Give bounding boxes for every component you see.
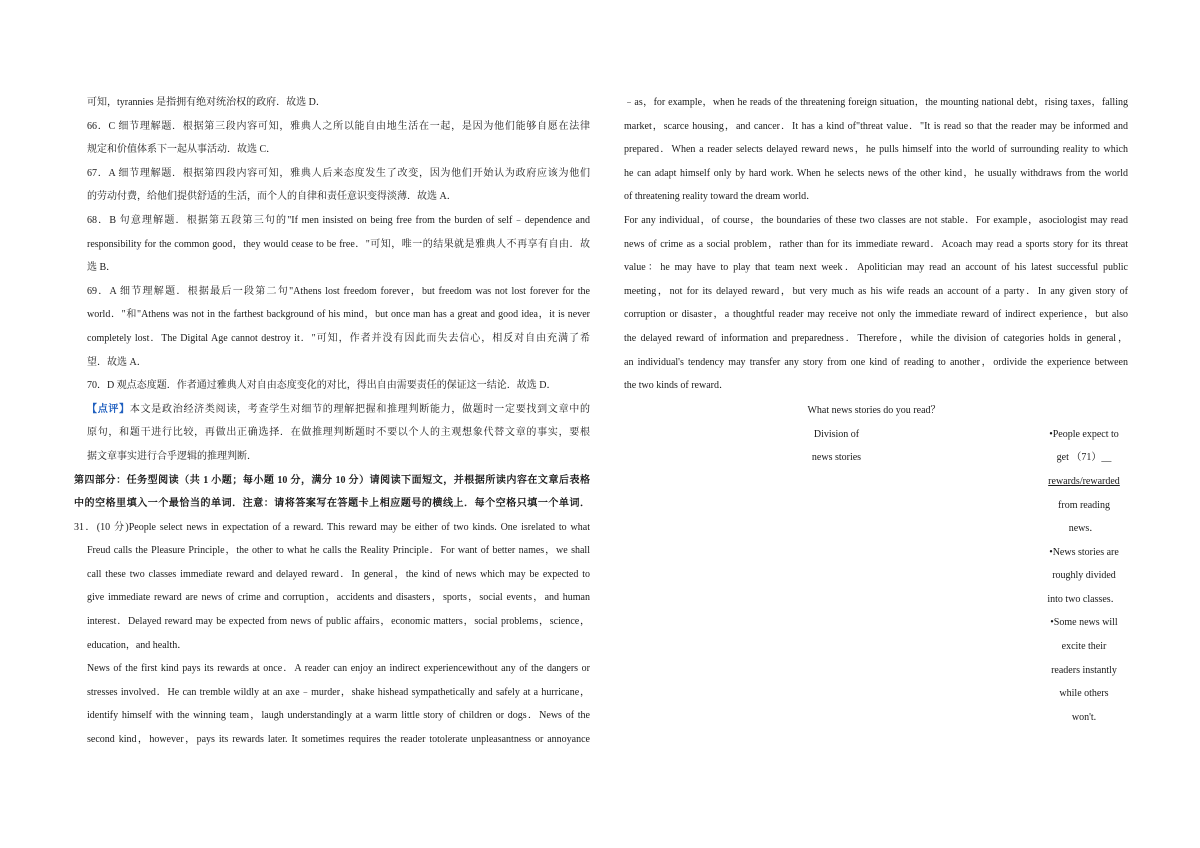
passage-q31-line5: interest．Delayed reward may be expected from news of public affairs，economic matters，social problems，science， <box>87 616 590 628</box>
comment-line3: 据文章事实进行合乎逻辑的推理判断． <box>87 450 257 462</box>
answer-66-line2: 规定和价值体系下一起从事活动．故选 C． <box>87 144 277 156</box>
comment-text1: 本文是政治经济类阅读，考查学生对细节的理解把握和推理判断能力，做题时一定要找到文章中的 <box>129 403 591 415</box>
answer-69-line1: 69．A 细节理解题．根据最后一段第二句"Athens lost freedom forever，but freedom was not lost forever for the <box>87 285 590 297</box>
answer-69-line4: 望．故选 A． <box>87 356 147 368</box>
answer-70: 70．D 观点态度题．作者通过雅典人对自由态度变化的对比，得出自由需要责任的保证这一结论．故选 D． <box>87 380 557 392</box>
answer-71: rewards/rewarded <box>1048 475 1120 487</box>
table-col2-line10: excite their <box>1061 641 1107 653</box>
passage-p3-line8: the two kinds of reward． <box>624 380 729 392</box>
comment-line2: 原句，和题干进行比较，再做出正确选择．在做推理判断题时不要以个人的主观想象代替文章的事实，要根 <box>87 427 590 439</box>
answer-69-line3: completely lost．The Digital Age cannot destroy it．"可知，作者并没有因此而失去信心，相反对自由充满了希 <box>87 332 590 344</box>
table-col2-line1: •People expect to <box>1049 428 1119 440</box>
passage-p2-line1: News of the first kind pays its rewards at once．A reader can enjoy an indirect experiencewithout any of the dangers or <box>87 663 590 675</box>
passage-p3-line5: corruption or disaster，a thoughtful reader may receive not only the immediate reward of indirect experience，but also <box>624 309 1128 321</box>
passage-p3-line4: meeting，not for its delayed reward，but very much as his wife reads an account of a party．In any given story of <box>624 285 1128 297</box>
passage-q31-line4: give immediate reward are news of crime and corruption，accidents and disasters，sports，social events，and human <box>87 592 590 604</box>
passage-p2-line3: identify himself with the winning team，laugh understandingly at a warm little story of children or dogs．News of the <box>87 710 590 722</box>
table-col2-line8: into two classes． <box>1047 593 1121 605</box>
comment-tag: 【点评】 <box>87 403 130 415</box>
part4-heading-line2: 中的空格里填入一个最恰当的单词．注意：请将答案写在答题卡上相应题号的横线上．每个空格只填一个单词． <box>74 498 590 510</box>
table-col2-line7: roughly divided <box>1052 570 1116 582</box>
passage-q31-line3: call these two classes immediate reward and delayed reward．In general，the kind of news which may be expected to <box>87 568 590 580</box>
table-col2-line5: news． <box>1068 523 1100 535</box>
passage-q31-line2: Freud calls the Pleasure Principle，the other to what he calls the Reality Principle．For want of better names，we shall <box>87 545 590 557</box>
table-col2-line4: from reading <box>1058 499 1110 511</box>
table-col1 <box>784 423 889 470</box>
answer-68-line3: 选 B． <box>87 262 117 274</box>
passage-p3-line7: an individual's tendency may transfer any story from one kind of reading to another，ordivide the experience between <box>624 356 1128 368</box>
part4-heading-line1: 第四部分：任务型阅读（共 1 小题；每小题 10 分，满分 10 分）请阅读下面短文，并根据所读内容在文章后表格 <box>74 474 590 486</box>
passage-p3-line1: For any individual，of course，the boundaries of these two classes are not stable．For example，asociologist may read <box>624 214 1128 226</box>
passage-p3-line3: value：he may have to play that team next week．Apolitician may read an account of his latest successful public <box>624 262 1128 274</box>
passage-p2-cont-line4: he can adapt himself only by hard work. When he selects news of the other kind，he usually withdraws from the world <box>624 167 1128 179</box>
table-col1-line1: Division of <box>813 428 860 440</box>
table-title: What news stories do you read？ <box>807 404 941 416</box>
passage-q31-line6: education，and health． <box>87 639 188 651</box>
passage-p2-cont-line3: prepared．When a reader selects delayed reward news，he pulls himself into the world of surrounding reality to which <box>624 144 1128 156</box>
table-col2-line6: •News stories are <box>1049 546 1119 558</box>
passage-q31-line1: 31．(10 分)People select news in expectation of a reward. This reward may be either of two kinds. One isrelated to what <box>74 521 590 533</box>
passage-p3-line2: news of crime as a social problem，rather than for its immediate reward．Acoach may read a sports story for its threat <box>624 238 1128 250</box>
passage-p2-cont-line2: market，scarce housing，and cancer．It has a kind of"threat value．"It is read so that the reader may be informed and <box>624 120 1128 132</box>
table-col1-line2: news stories <box>811 452 862 464</box>
answer-67-line1: 67．A 细节理解题．根据第四段内容可知，雅典人后来态度发生了改变，因为他们开始认为政府应该为他们 <box>87 167 590 179</box>
left-column <box>74 91 590 752</box>
answer-68-line1: 68．B 句意理解题．根据第五段第三句的"If men insisted on being free from the burden of self﹣dependence and <box>87 214 590 226</box>
passage-p3-line6: the delayed reward of information and preparedness．Therefore，while the division of categories holds in general， <box>624 332 1128 344</box>
answer-69-line2: world．"和"Athens was not in the farthest background of his mind，but once man has a great and good idea，it is never <box>87 309 590 321</box>
passage-p2-line2: stresses involved．He can tremble wildly at an axe﹣murder，shake hishead sympathetically and safely at a hurricane， <box>87 686 590 698</box>
answer-66-line1: 66．C 细节理解题．根据第三段内容可知，雅典人之所以能自由地生活在一起，是因为他们能够自愿在法律 <box>87 120 590 132</box>
table-col2-line12: while others <box>1059 688 1109 700</box>
right-column <box>624 91 1128 723</box>
table-col2-line11: readers instantly <box>1051 664 1117 676</box>
answer-67-line2: 的劳动付费，给他们提供舒适的生活，而个人的自律和责任意识变得淡薄．故选 A． <box>87 191 457 203</box>
answer-68-line2: responsibility for the common good，they would cease to be free．"可知，唯一的结果就是雅典人不再享有自由．故 <box>87 238 590 250</box>
comment-line1 <box>74 398 590 422</box>
table-col2-line2: get （71）__ <box>1056 452 1112 464</box>
table-col2-line13: won't. <box>1071 711 1097 723</box>
table-col2-line9: •Some news will <box>1050 617 1118 629</box>
table-col2 <box>1028 423 1140 730</box>
passage-p2-cont-line1: ﹣as，for example，when he reads of the threatening foreign situation，the mounting national debt，rising taxes，falling <box>624 97 1128 108</box>
passage-p2-cont-line5: of threatening reality toward the dream world． <box>624 191 817 203</box>
passage-p2-line4: second kind，however，pays its rewards later. It sometimes requires the reader totolerate unpleasantness or annoyance <box>87 734 590 746</box>
task-table <box>624 399 1128 723</box>
answer-65-tail: 可知，tyrannies 是指拥有绝对统治权的政府．故选 D． <box>87 97 326 108</box>
